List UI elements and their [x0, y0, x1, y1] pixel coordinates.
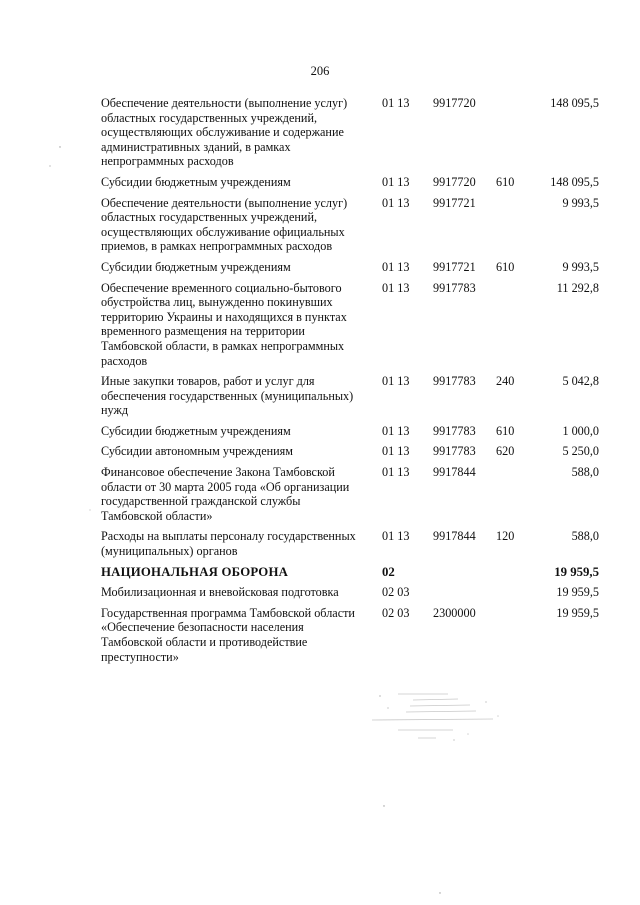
row-name: Государственная программа Тамбовской области «Обеспечение безопасности населения Тамбовской области и противодействие преступности» [101, 605, 355, 664]
row-expense-type: 120 [496, 529, 515, 544]
table-row [0, 465, 640, 523]
row-name: Субсидии бюджетным учреждениям [101, 259, 291, 274]
row-section-code: 01 13 [382, 423, 410, 438]
row-sum: 19 959,5 [556, 605, 599, 620]
row-expense-type: 620 [496, 444, 515, 459]
row-sum: 9 993,5 [562, 195, 599, 210]
table-row [0, 196, 640, 254]
row-expense-type: 240 [496, 374, 515, 389]
table-row [0, 260, 640, 275]
table-row [0, 529, 640, 558]
row-name: НАЦИОНАЛЬНАЯ ОБОРОНА [101, 564, 289, 579]
row-sum: 588,0 [571, 465, 599, 480]
row-name: Мобилизационная и вневойсковая подготовка [101, 585, 339, 600]
row-sum: 1 000,0 [562, 423, 599, 438]
row-name: Обеспечение временного социально-бытового обустройства лиц, вынужденно покинувших территорию Украины и находящихся в пунктах временного размещения на территории Тамбовской области, в рамках непрограммных расходов [101, 280, 347, 368]
row-target-article: 9917783 [433, 444, 476, 459]
row-sum: 19 959,5 [554, 564, 599, 579]
row-name: Иные закупки товаров, работ и услуг для обеспечения государственных (муниципальных) нужд [101, 374, 354, 418]
row-target-article: 9917721 [433, 195, 476, 210]
row-target-article: 9917783 [433, 374, 476, 389]
table-row [0, 565, 640, 580]
row-section-code: 01 13 [382, 280, 410, 295]
row-sum: 148 095,5 [550, 96, 599, 110]
row-target-article: 9917783 [433, 280, 476, 295]
row-expense-type: 610 [496, 174, 515, 189]
row-section-code: 01 13 [382, 529, 410, 544]
row-sum: 588,0 [571, 529, 599, 544]
row-target-article: 9917720 [433, 174, 476, 189]
row-sum: 148 095,5 [550, 174, 599, 189]
row-section-code: 01 13 [382, 174, 410, 189]
table-row [0, 424, 640, 439]
row-sum: 9 993,5 [562, 259, 599, 274]
row-name: Субсидии автономным учреждениям [101, 444, 293, 459]
row-name: Субсидии бюджетным учреждениям [101, 174, 291, 189]
row-target-article: 9917720 [433, 96, 476, 110]
table-row [0, 281, 640, 369]
row-section-code: 01 13 [382, 444, 410, 459]
row-section-code: 01 13 [382, 465, 410, 480]
row-section-code: 01 13 [382, 96, 410, 110]
row-name: Обеспечение деятельности (выполнение услуг) областных государственных учреждений, осуществляющих обслуживание официальных приемов, в рамках непрограммных расходов [101, 195, 348, 254]
faint-stamp-image [358, 690, 508, 744]
row-sum: 5 250,0 [562, 444, 599, 459]
row-target-article: 9917783 [433, 423, 476, 438]
row-sum: 19 959,5 [556, 585, 599, 600]
row-section-code: 02 03 [382, 605, 410, 620]
table-row [0, 374, 640, 418]
row-section-code: 02 [382, 564, 395, 579]
budget-table [0, 96, 640, 670]
row-name: Субсидии бюджетным учреждениям [101, 423, 291, 438]
row-target-article: 9917844 [433, 465, 476, 480]
row-name: Обеспечение деятельности (выполнение услуг) областных государственных учреждений, осуществляющих обслуживание и содержание административных зданий, в рамках непрограммных расходов [101, 96, 348, 169]
row-target-article: 9917844 [433, 529, 476, 544]
row-section-code: 01 13 [382, 195, 410, 210]
row-sum: 11 292,8 [556, 280, 599, 295]
row-expense-type: 610 [496, 259, 515, 274]
table-row [0, 96, 640, 169]
row-name: Расходы на выплаты персоналу государственных (муниципальных) органов [101, 529, 356, 559]
table-row [0, 175, 640, 190]
row-section-code: 01 13 [382, 374, 410, 389]
table-row [0, 444, 640, 459]
row-name: Финансовое обеспечение Закона Тамбовской области от 30 марта 2005 года «Об организации государственной гражданской службы Тамбовской области» [101, 465, 350, 523]
table-row [0, 606, 640, 664]
row-expense-type: 610 [496, 423, 515, 438]
row-section-code: 01 13 [382, 259, 410, 274]
row-target-article: 2300000 [433, 605, 476, 620]
page-number: 206 [310, 64, 330, 78]
table-row [0, 585, 640, 600]
row-section-code: 02 03 [382, 585, 410, 600]
row-target-article: 9917721 [433, 259, 476, 274]
row-sum: 5 042,8 [562, 374, 599, 389]
